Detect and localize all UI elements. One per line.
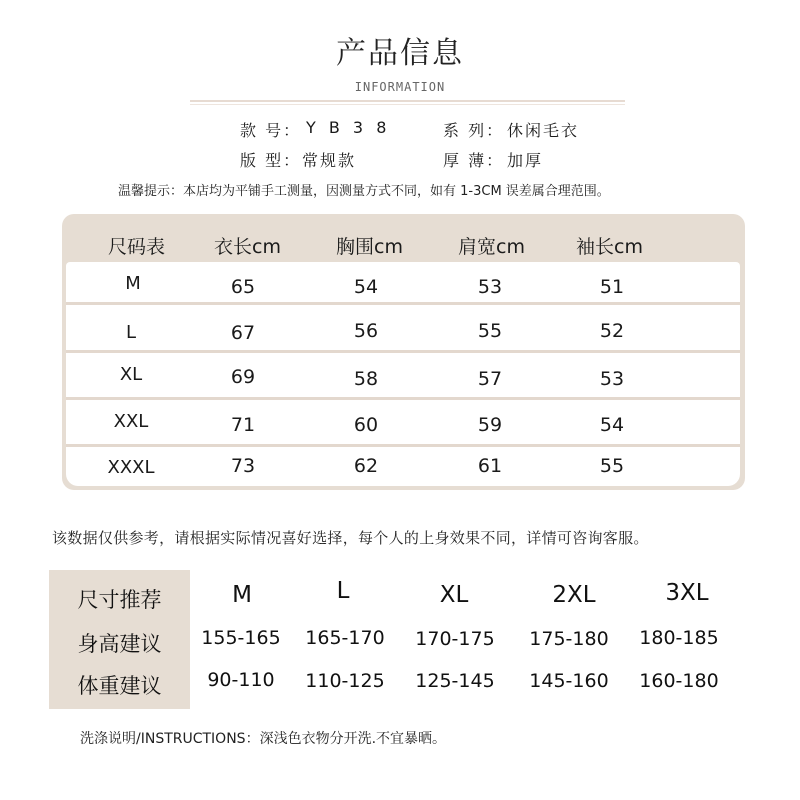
recommend-weight: 145-160: [529, 670, 609, 692]
table-cell: 71: [230, 414, 256, 436]
washing-instructions: 洗涤说明/INSTRUCTIONS：深浅色衣物分开洗.不宜暴晒。: [80, 731, 447, 747]
thickness-value: 加厚: [507, 151, 544, 170]
header-size: 尺码表: [108, 236, 166, 258]
recommend-weight: 90-110: [207, 669, 275, 691]
recommend-size: M: [232, 582, 252, 608]
header-chest: 胸围cm: [336, 236, 403, 258]
recommend-height: 175-180: [529, 628, 609, 650]
measurement-notice: 温馨提示：本店均为平铺手工测量，因测量方式不同，如有 1-3CM 误差属合理范围。: [118, 184, 610, 199]
table-cell-size: XXXL: [107, 457, 155, 478]
row-divider: [66, 397, 740, 400]
thickness-label: 厚 薄：: [443, 151, 505, 170]
recommend-height: 165-170: [305, 627, 385, 649]
table-cell: 59: [477, 414, 503, 436]
table-cell: 65: [230, 276, 256, 298]
table-cell: 55: [599, 455, 625, 477]
header-divider: [190, 100, 625, 102]
recommend-weight: 125-145: [415, 670, 495, 692]
series-label: 系 列：: [443, 121, 505, 140]
table-cell: 62: [353, 455, 379, 477]
recommend-size: L: [336, 578, 350, 604]
recommend-size-label: 尺寸推荐: [77, 588, 162, 612]
table-cell: 55: [477, 320, 503, 342]
table-cell: 53: [477, 276, 503, 298]
fit-label: 版 型：: [240, 151, 302, 170]
fit-value: 常规款: [302, 151, 357, 170]
table-cell: 56: [353, 320, 379, 342]
reference-notice: 该数据仅供参考，请根据实际情况喜好选择，每个人的上身效果不同，详情可咨询客服。: [52, 529, 649, 547]
table-cell: 51: [599, 276, 625, 298]
style-no-label: 款 号：: [240, 121, 302, 140]
header-sleeve: 袖长cm: [576, 236, 643, 258]
table-cell: 57: [477, 368, 503, 390]
recommend-height: 155-165: [201, 627, 281, 649]
page-title: 产品信息: [336, 36, 464, 71]
series-value: 休闲毛衣: [507, 121, 580, 140]
row-divider: [66, 350, 740, 353]
page-subtitle: INFORMATION: [354, 80, 446, 94]
table-cell: 53: [599, 368, 625, 390]
row-divider: [66, 444, 740, 447]
table-cell: 54: [353, 276, 379, 298]
table-cell: 67: [230, 322, 256, 344]
table-cell: 61: [477, 455, 503, 477]
table-cell: 69: [230, 366, 256, 388]
recommend-weight: 160-180: [639, 670, 719, 692]
table-cell-size: M: [125, 273, 141, 294]
recommend-size: 3XL: [665, 580, 709, 606]
recommend-height: 170-175: [415, 628, 495, 650]
recommend-weight: 110-125: [305, 670, 385, 692]
table-cell: 60: [353, 414, 379, 436]
table-cell: 73: [230, 455, 256, 477]
table-cell: 52: [599, 320, 625, 342]
recommend-weight-label: 体重建议: [77, 674, 162, 698]
style-no-value: Y B 3 8: [306, 118, 391, 137]
row-divider: [66, 302, 740, 305]
table-cell-size: XL: [119, 364, 143, 385]
recommend-height-label: 身高建议: [77, 632, 162, 656]
recommend-height: 180-185: [639, 627, 719, 649]
table-cell-size: L: [125, 322, 137, 343]
header-length: 衣长cm: [214, 236, 281, 258]
recommend-size: XL: [439, 582, 469, 608]
header-shoulder: 肩宽cm: [458, 236, 525, 258]
header-divider-thin: [190, 104, 625, 105]
recommend-size: 2XL: [552, 582, 596, 608]
table-cell-size: XXL: [113, 411, 149, 432]
table-cell: 58: [353, 368, 379, 390]
table-cell: 54: [599, 414, 625, 436]
